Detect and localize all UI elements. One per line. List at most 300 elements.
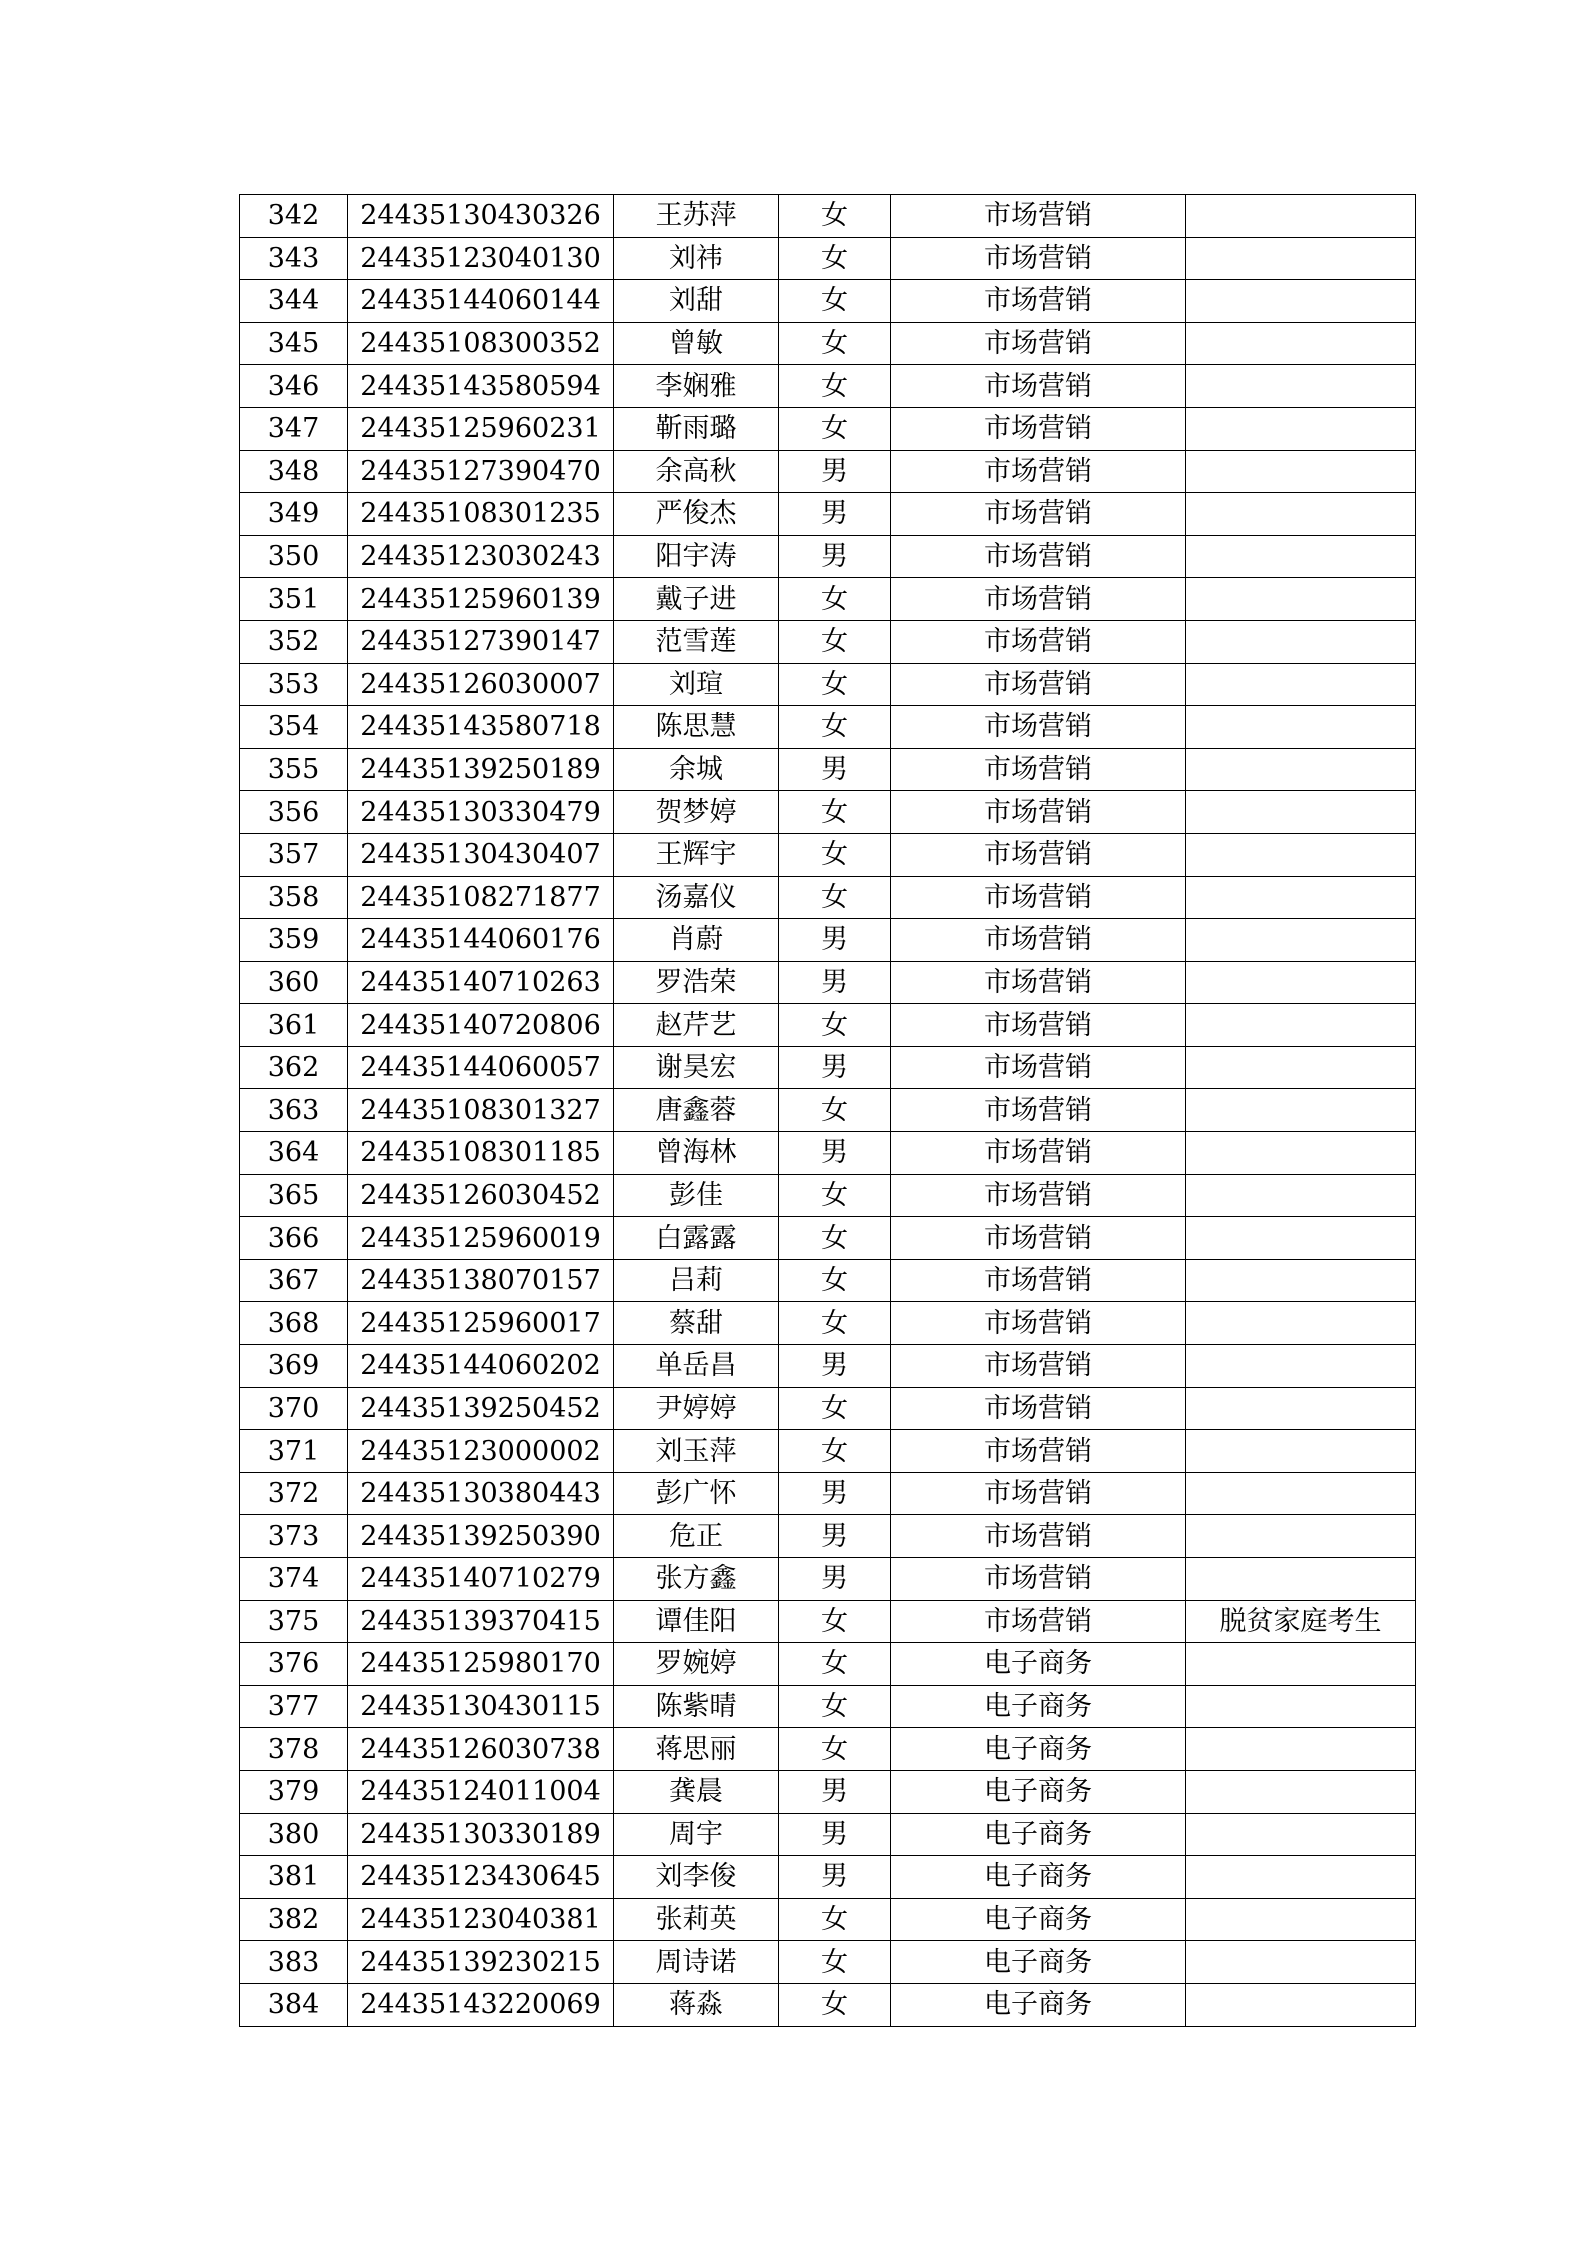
student-name-cell: 赵芹艺 xyxy=(614,1004,779,1047)
table-row xyxy=(240,237,1416,280)
major-cell: 市场营销 xyxy=(891,833,1186,876)
major-cell: 市场营销 xyxy=(891,919,1186,962)
table-row xyxy=(240,578,1416,621)
gender-cell: 女 xyxy=(779,663,891,706)
major-cell: 市场营销 xyxy=(891,1132,1186,1175)
major-cell: 市场营销 xyxy=(891,1430,1186,1473)
table-row xyxy=(240,1132,1416,1175)
candidate-id-cell: 24435127390147 xyxy=(348,620,614,663)
table-row xyxy=(240,919,1416,962)
table-row xyxy=(240,1259,1416,1302)
student-name-cell: 严俊杰 xyxy=(614,493,779,536)
student-name-cell: 余高秋 xyxy=(614,450,779,493)
student-name-cell: 贺梦婷 xyxy=(614,791,779,834)
remark-cell xyxy=(1186,1387,1416,1430)
gender-cell: 男 xyxy=(779,450,891,493)
admission-list-table xyxy=(239,194,1416,2027)
student-name-cell: 余城 xyxy=(614,748,779,791)
gender-cell: 女 xyxy=(779,1004,891,1047)
gender-cell: 女 xyxy=(779,1430,891,1473)
table-row xyxy=(240,1643,1416,1686)
candidate-id-cell: 24435125960019 xyxy=(348,1217,614,1260)
serial-number-cell: 370 xyxy=(240,1387,348,1430)
remark-cell: 脱贫家庭考生 xyxy=(1186,1600,1416,1643)
remark-cell xyxy=(1186,407,1416,450)
major-cell: 市场营销 xyxy=(891,663,1186,706)
candidate-id-cell: 24435125980170 xyxy=(348,1643,614,1686)
remark-cell xyxy=(1186,322,1416,365)
candidate-id-cell: 24435139370415 xyxy=(348,1600,614,1643)
major-cell: 市场营销 xyxy=(891,280,1186,323)
student-name-cell: 白露露 xyxy=(614,1217,779,1260)
gender-cell: 女 xyxy=(779,876,891,919)
student-name-cell: 蒋思丽 xyxy=(614,1728,779,1771)
table-row xyxy=(240,493,1416,536)
serial-number-cell: 358 xyxy=(240,876,348,919)
major-cell: 市场营销 xyxy=(891,1259,1186,1302)
candidate-id-cell: 24435144060176 xyxy=(348,919,614,962)
student-name-cell: 汤嘉仪 xyxy=(614,876,779,919)
candidate-id-cell: 24435144060057 xyxy=(348,1046,614,1089)
candidate-id-cell: 24435125960231 xyxy=(348,407,614,450)
candidate-id-cell: 24435130380443 xyxy=(348,1472,614,1515)
table-row xyxy=(240,1345,1416,1388)
gender-cell: 男 xyxy=(779,1472,891,1515)
gender-cell: 女 xyxy=(779,365,891,408)
gender-cell: 男 xyxy=(779,1770,891,1813)
major-cell: 电子商务 xyxy=(891,1643,1186,1686)
remark-cell xyxy=(1186,1856,1416,1899)
student-name-cell: 张莉英 xyxy=(614,1898,779,1941)
gender-cell: 男 xyxy=(779,1856,891,1899)
gender-cell: 女 xyxy=(779,1217,891,1260)
remark-cell xyxy=(1186,280,1416,323)
gender-cell: 女 xyxy=(779,280,891,323)
candidate-id-cell: 24435108271877 xyxy=(348,876,614,919)
table-row xyxy=(240,876,1416,919)
major-cell: 电子商务 xyxy=(891,1728,1186,1771)
major-cell: 市场营销 xyxy=(891,322,1186,365)
serial-number-cell: 347 xyxy=(240,407,348,450)
serial-number-cell: 348 xyxy=(240,450,348,493)
major-cell: 市场营销 xyxy=(891,237,1186,280)
gender-cell: 女 xyxy=(779,833,891,876)
student-name-cell: 谢昊宏 xyxy=(614,1046,779,1089)
student-name-cell: 蔡甜 xyxy=(614,1302,779,1345)
student-name-cell: 刘甜 xyxy=(614,280,779,323)
gender-cell: 男 xyxy=(779,919,891,962)
major-cell: 市场营销 xyxy=(891,493,1186,536)
candidate-id-cell: 24435144060202 xyxy=(348,1345,614,1388)
major-cell: 电子商务 xyxy=(891,1898,1186,1941)
remark-cell xyxy=(1186,578,1416,621)
serial-number-cell: 352 xyxy=(240,620,348,663)
serial-number-cell: 353 xyxy=(240,663,348,706)
serial-number-cell: 381 xyxy=(240,1856,348,1899)
major-cell: 市场营销 xyxy=(891,195,1186,238)
table-row xyxy=(240,1046,1416,1089)
candidate-id-cell: 24435140720806 xyxy=(348,1004,614,1047)
student-name-cell: 罗浩荣 xyxy=(614,961,779,1004)
serial-number-cell: 371 xyxy=(240,1430,348,1473)
gender-cell: 男 xyxy=(779,961,891,1004)
gender-cell: 男 xyxy=(779,1132,891,1175)
candidate-id-cell: 24435143220069 xyxy=(348,1983,614,2026)
remark-cell xyxy=(1186,1898,1416,1941)
major-cell: 市场营销 xyxy=(891,1174,1186,1217)
student-name-cell: 龚晨 xyxy=(614,1770,779,1813)
remark-cell xyxy=(1186,535,1416,578)
remark-cell xyxy=(1186,1345,1416,1388)
table-row xyxy=(240,1472,1416,1515)
major-cell: 市场营销 xyxy=(891,748,1186,791)
student-name-cell: 谭佳阳 xyxy=(614,1600,779,1643)
table-body xyxy=(240,195,1416,2027)
serial-number-cell: 366 xyxy=(240,1217,348,1260)
gender-cell: 女 xyxy=(779,1685,891,1728)
student-name-cell: 罗婉婷 xyxy=(614,1643,779,1686)
serial-number-cell: 354 xyxy=(240,706,348,749)
table-row xyxy=(240,833,1416,876)
gender-cell: 女 xyxy=(779,1983,891,2026)
table-row xyxy=(240,1983,1416,2026)
table-row xyxy=(240,1558,1416,1601)
candidate-id-cell: 24435130430115 xyxy=(348,1685,614,1728)
major-cell: 市场营销 xyxy=(891,1600,1186,1643)
gender-cell: 男 xyxy=(779,493,891,536)
gender-cell: 女 xyxy=(779,1089,891,1132)
student-name-cell: 周诗诺 xyxy=(614,1941,779,1984)
major-cell: 市场营销 xyxy=(891,961,1186,1004)
student-name-cell: 刘李俊 xyxy=(614,1856,779,1899)
candidate-id-cell: 24435108301235 xyxy=(348,493,614,536)
gender-cell: 女 xyxy=(779,706,891,749)
major-cell: 市场营销 xyxy=(891,876,1186,919)
serial-number-cell: 350 xyxy=(240,535,348,578)
table-row xyxy=(240,1174,1416,1217)
gender-cell: 女 xyxy=(779,237,891,280)
major-cell: 电子商务 xyxy=(891,1941,1186,1984)
remark-cell xyxy=(1186,365,1416,408)
candidate-id-cell: 24435144060144 xyxy=(348,280,614,323)
table-row xyxy=(240,791,1416,834)
candidate-id-cell: 24435127390470 xyxy=(348,450,614,493)
remark-cell xyxy=(1186,1302,1416,1345)
candidate-id-cell: 24435108300352 xyxy=(348,322,614,365)
remark-cell xyxy=(1186,919,1416,962)
candidate-id-cell: 24435126030452 xyxy=(348,1174,614,1217)
major-cell: 市场营销 xyxy=(891,1089,1186,1132)
candidate-id-cell: 24435125960139 xyxy=(348,578,614,621)
table-row xyxy=(240,961,1416,1004)
serial-number-cell: 377 xyxy=(240,1685,348,1728)
serial-number-cell: 383 xyxy=(240,1941,348,1984)
remark-cell xyxy=(1186,237,1416,280)
remark-cell xyxy=(1186,748,1416,791)
table-row xyxy=(240,1387,1416,1430)
remark-cell xyxy=(1186,1558,1416,1601)
remark-cell xyxy=(1186,791,1416,834)
student-name-cell: 刘玉萍 xyxy=(614,1430,779,1473)
table-row xyxy=(240,1685,1416,1728)
remark-cell xyxy=(1186,1004,1416,1047)
gender-cell: 女 xyxy=(779,195,891,238)
remark-cell xyxy=(1186,1728,1416,1771)
serial-number-cell: 363 xyxy=(240,1089,348,1132)
gender-cell: 女 xyxy=(779,1728,891,1771)
remark-cell xyxy=(1186,706,1416,749)
student-name-cell: 彭广怀 xyxy=(614,1472,779,1515)
table-row xyxy=(240,1217,1416,1260)
gender-cell: 女 xyxy=(779,1174,891,1217)
student-name-cell: 肖蔚 xyxy=(614,919,779,962)
serial-number-cell: 367 xyxy=(240,1259,348,1302)
serial-number-cell: 373 xyxy=(240,1515,348,1558)
student-name-cell: 曾海林 xyxy=(614,1132,779,1175)
serial-number-cell: 362 xyxy=(240,1046,348,1089)
candidate-id-cell: 24435130330479 xyxy=(348,791,614,834)
major-cell: 市场营销 xyxy=(891,1558,1186,1601)
serial-number-cell: 365 xyxy=(240,1174,348,1217)
student-name-cell: 刘祎 xyxy=(614,237,779,280)
gender-cell: 男 xyxy=(779,748,891,791)
remark-cell xyxy=(1186,1770,1416,1813)
major-cell: 电子商务 xyxy=(891,1983,1186,2026)
table-row xyxy=(240,280,1416,323)
serial-number-cell: 379 xyxy=(240,1770,348,1813)
candidate-id-cell: 24435130430407 xyxy=(348,833,614,876)
candidate-id-cell: 24435126030007 xyxy=(348,663,614,706)
candidate-id-cell: 24435139250189 xyxy=(348,748,614,791)
serial-number-cell: 378 xyxy=(240,1728,348,1771)
candidate-id-cell: 24435143580718 xyxy=(348,706,614,749)
table-row xyxy=(240,620,1416,663)
serial-number-cell: 369 xyxy=(240,1345,348,1388)
student-name-cell: 尹婷婷 xyxy=(614,1387,779,1430)
gender-cell: 女 xyxy=(779,1898,891,1941)
candidate-id-cell: 24435139250452 xyxy=(348,1387,614,1430)
major-cell: 市场营销 xyxy=(891,578,1186,621)
student-name-cell: 阳宇涛 xyxy=(614,535,779,578)
major-cell: 市场营销 xyxy=(891,535,1186,578)
major-cell: 市场营销 xyxy=(891,1345,1186,1388)
major-cell: 市场营销 xyxy=(891,706,1186,749)
serial-number-cell: 343 xyxy=(240,237,348,280)
student-name-cell: 王辉宇 xyxy=(614,833,779,876)
candidate-id-cell: 24435108301185 xyxy=(348,1132,614,1175)
remark-cell xyxy=(1186,1259,1416,1302)
gender-cell: 女 xyxy=(779,322,891,365)
student-name-cell: 曾敏 xyxy=(614,322,779,365)
major-cell: 市场营销 xyxy=(891,1302,1186,1345)
student-name-cell: 陈紫晴 xyxy=(614,1685,779,1728)
remark-cell xyxy=(1186,1430,1416,1473)
table-row xyxy=(240,1430,1416,1473)
student-name-cell: 单岳昌 xyxy=(614,1345,779,1388)
serial-number-cell: 384 xyxy=(240,1983,348,2026)
table-row xyxy=(240,407,1416,450)
serial-number-cell: 349 xyxy=(240,493,348,536)
remark-cell xyxy=(1186,1132,1416,1175)
gender-cell: 男 xyxy=(779,1558,891,1601)
serial-number-cell: 375 xyxy=(240,1600,348,1643)
gender-cell: 男 xyxy=(779,535,891,578)
serial-number-cell: 368 xyxy=(240,1302,348,1345)
remark-cell xyxy=(1186,1515,1416,1558)
table-row xyxy=(240,706,1416,749)
gender-cell: 男 xyxy=(779,1515,891,1558)
major-cell: 电子商务 xyxy=(891,1813,1186,1856)
remark-cell xyxy=(1186,195,1416,238)
gender-cell: 男 xyxy=(779,1813,891,1856)
candidate-id-cell: 24435126030738 xyxy=(348,1728,614,1771)
gender-cell: 男 xyxy=(779,1345,891,1388)
gender-cell: 男 xyxy=(779,1046,891,1089)
candidate-id-cell: 24435123040130 xyxy=(348,237,614,280)
major-cell: 市场营销 xyxy=(891,1217,1186,1260)
gender-cell: 女 xyxy=(779,1259,891,1302)
table-row xyxy=(240,1515,1416,1558)
serial-number-cell: 364 xyxy=(240,1132,348,1175)
table-row xyxy=(240,450,1416,493)
table-row xyxy=(240,365,1416,408)
student-name-cell: 戴子进 xyxy=(614,578,779,621)
major-cell: 市场营销 xyxy=(891,1004,1186,1047)
serial-number-cell: 342 xyxy=(240,195,348,238)
serial-number-cell: 376 xyxy=(240,1643,348,1686)
serial-number-cell: 372 xyxy=(240,1472,348,1515)
candidate-id-cell: 24435138070157 xyxy=(348,1259,614,1302)
serial-number-cell: 355 xyxy=(240,748,348,791)
table-row xyxy=(240,1898,1416,1941)
serial-number-cell: 356 xyxy=(240,791,348,834)
table-row xyxy=(240,1302,1416,1345)
student-name-cell: 范雪莲 xyxy=(614,620,779,663)
table-row xyxy=(240,322,1416,365)
major-cell: 电子商务 xyxy=(891,1856,1186,1899)
gender-cell: 女 xyxy=(779,1600,891,1643)
serial-number-cell: 345 xyxy=(240,322,348,365)
candidate-id-cell: 24435139250390 xyxy=(348,1515,614,1558)
table-row xyxy=(240,1728,1416,1771)
gender-cell: 女 xyxy=(779,1941,891,1984)
table-row xyxy=(240,663,1416,706)
student-name-cell: 陈思慧 xyxy=(614,706,779,749)
gender-cell: 女 xyxy=(779,1387,891,1430)
student-name-cell: 危正 xyxy=(614,1515,779,1558)
candidate-id-cell: 24435123430645 xyxy=(348,1856,614,1899)
student-name-cell: 吕莉 xyxy=(614,1259,779,1302)
remark-cell xyxy=(1186,1643,1416,1686)
student-name-cell: 李娴雅 xyxy=(614,365,779,408)
remark-cell xyxy=(1186,1472,1416,1515)
serial-number-cell: 344 xyxy=(240,280,348,323)
remark-cell xyxy=(1186,1046,1416,1089)
major-cell: 市场营销 xyxy=(891,1387,1186,1430)
candidate-id-cell: 24435130430326 xyxy=(348,195,614,238)
major-cell: 市场营销 xyxy=(891,620,1186,663)
candidate-id-cell: 24435130330189 xyxy=(348,1813,614,1856)
candidate-id-cell: 24435123040381 xyxy=(348,1898,614,1941)
remark-cell xyxy=(1186,1685,1416,1728)
table-row xyxy=(240,195,1416,238)
table-row xyxy=(240,1813,1416,1856)
remark-cell xyxy=(1186,663,1416,706)
gender-cell: 女 xyxy=(779,407,891,450)
serial-number-cell: 374 xyxy=(240,1558,348,1601)
serial-number-cell: 351 xyxy=(240,578,348,621)
remark-cell xyxy=(1186,620,1416,663)
remark-cell xyxy=(1186,1941,1416,1984)
table-row xyxy=(240,535,1416,578)
candidate-id-cell: 24435140710263 xyxy=(348,961,614,1004)
table-row xyxy=(240,1004,1416,1047)
major-cell: 市场营销 xyxy=(891,450,1186,493)
table-row xyxy=(240,1600,1416,1643)
candidate-id-cell: 24435123000002 xyxy=(348,1430,614,1473)
serial-number-cell: 361 xyxy=(240,1004,348,1047)
candidate-id-cell: 24435124011004 xyxy=(348,1770,614,1813)
student-name-cell: 彭佳 xyxy=(614,1174,779,1217)
major-cell: 电子商务 xyxy=(891,1685,1186,1728)
remark-cell xyxy=(1186,1089,1416,1132)
candidate-id-cell: 24435139230215 xyxy=(348,1941,614,1984)
serial-number-cell: 357 xyxy=(240,833,348,876)
candidate-id-cell: 24435143580594 xyxy=(348,365,614,408)
remark-cell xyxy=(1186,961,1416,1004)
serial-number-cell: 360 xyxy=(240,961,348,1004)
gender-cell: 女 xyxy=(779,791,891,834)
remark-cell xyxy=(1186,1174,1416,1217)
major-cell: 市场营销 xyxy=(891,791,1186,834)
major-cell: 市场营销 xyxy=(891,1515,1186,1558)
major-cell: 市场营销 xyxy=(891,1472,1186,1515)
gender-cell: 女 xyxy=(779,578,891,621)
student-name-cell: 周宇 xyxy=(614,1813,779,1856)
candidate-id-cell: 24435140710279 xyxy=(348,1558,614,1601)
student-name-cell: 唐鑫蓉 xyxy=(614,1089,779,1132)
remark-cell xyxy=(1186,1983,1416,2026)
table-row xyxy=(240,748,1416,791)
candidate-id-cell: 24435123030243 xyxy=(348,535,614,578)
serial-number-cell: 380 xyxy=(240,1813,348,1856)
serial-number-cell: 346 xyxy=(240,365,348,408)
student-name-cell: 王苏萍 xyxy=(614,195,779,238)
major-cell: 市场营销 xyxy=(891,365,1186,408)
remark-cell xyxy=(1186,833,1416,876)
student-name-cell: 靳雨璐 xyxy=(614,407,779,450)
remark-cell xyxy=(1186,1813,1416,1856)
remark-cell xyxy=(1186,876,1416,919)
serial-number-cell: 359 xyxy=(240,919,348,962)
student-name-cell: 张方鑫 xyxy=(614,1558,779,1601)
major-cell: 市场营销 xyxy=(891,1046,1186,1089)
table-row xyxy=(240,1941,1416,1984)
major-cell: 电子商务 xyxy=(891,1770,1186,1813)
candidate-id-cell: 24435125960017 xyxy=(348,1302,614,1345)
remark-cell xyxy=(1186,450,1416,493)
major-cell: 市场营销 xyxy=(891,407,1186,450)
remark-cell xyxy=(1186,493,1416,536)
serial-number-cell: 382 xyxy=(240,1898,348,1941)
gender-cell: 女 xyxy=(779,620,891,663)
table-row xyxy=(240,1856,1416,1899)
remark-cell xyxy=(1186,1217,1416,1260)
candidate-id-cell: 24435108301327 xyxy=(348,1089,614,1132)
table-row xyxy=(240,1089,1416,1132)
table-row xyxy=(240,1770,1416,1813)
gender-cell: 女 xyxy=(779,1643,891,1686)
